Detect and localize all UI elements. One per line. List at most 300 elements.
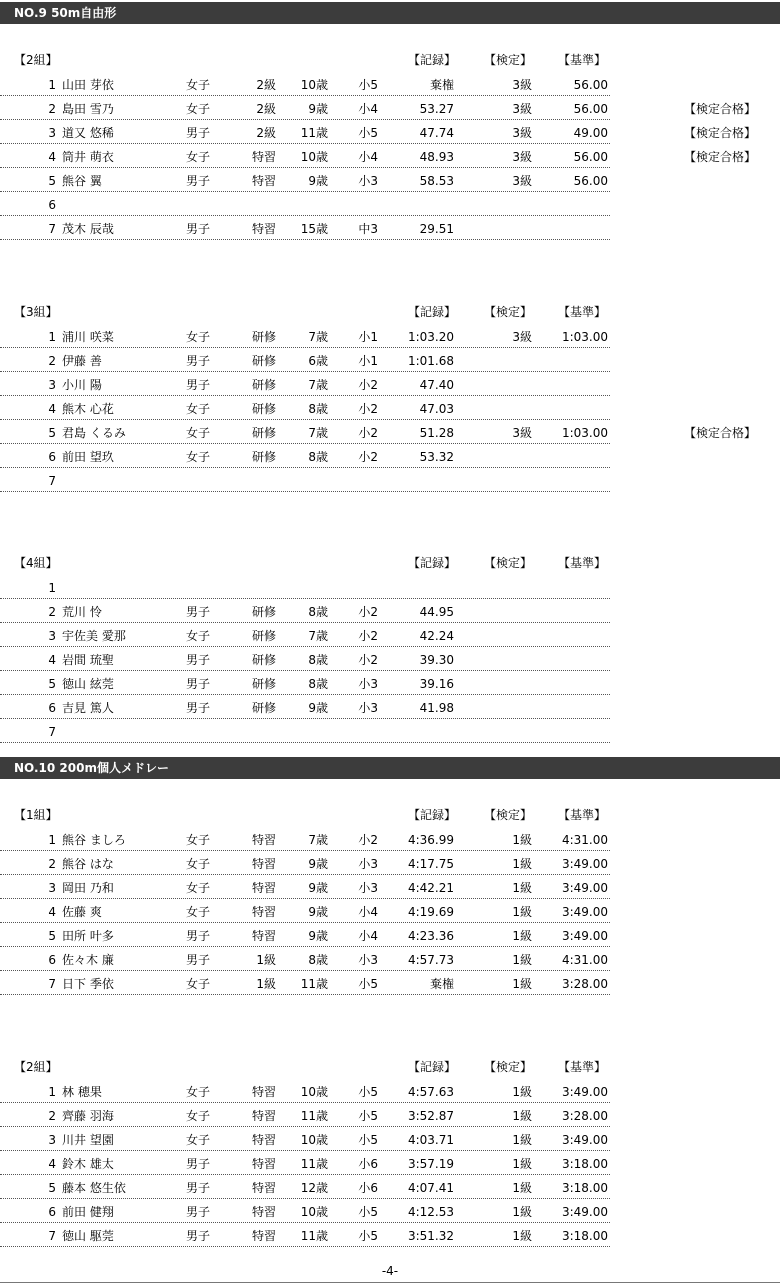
lane-number: 7: [48, 977, 56, 991]
record-time: 4:17.75: [407, 857, 454, 871]
swimmer-name: 茂木 辰哉: [62, 222, 114, 236]
swimmer-name: 小川 陽: [62, 378, 102, 392]
standard-time: 56.00: [573, 174, 608, 188]
standard-time: 56.00: [573, 150, 608, 164]
class-level: 特習: [251, 174, 276, 188]
gender: 女子: [186, 450, 211, 464]
age: 15歳: [300, 222, 328, 236]
kentei-level: 1級: [512, 1181, 532, 1195]
lane-number: 7: [48, 474, 56, 488]
school-grade: 小3: [358, 174, 378, 188]
class-level: 研修: [251, 653, 276, 667]
standard-time: 49.00: [573, 126, 608, 140]
swimmer-name: 徳山 絃莞: [62, 677, 114, 691]
age: 8歳: [308, 653, 328, 667]
standard-time: 3:18.00: [561, 1157, 608, 1171]
kentei-level: 1級: [512, 905, 532, 919]
age: 7歳: [308, 833, 328, 847]
record-time: 47.74: [419, 126, 454, 140]
kentei-level: 1級: [512, 1157, 532, 1171]
column-header-kentei: 【検定】: [484, 1060, 533, 1074]
class-level: 研修: [251, 450, 276, 464]
age: 9歳: [308, 857, 328, 871]
gender: 男子: [186, 1229, 211, 1243]
lane-number: 6: [48, 953, 56, 967]
lane-number: 7: [48, 222, 56, 236]
record-time: 4:03.71: [407, 1133, 454, 1147]
gender: 男子: [186, 605, 211, 619]
column-header-record: 【記録】: [408, 305, 457, 319]
lane-number: 3: [48, 629, 56, 643]
swimmer-name: 佐藤 爽: [62, 905, 102, 919]
class-level: 研修: [251, 605, 276, 619]
age: 7歳: [308, 426, 328, 440]
table-row: [0, 623, 780, 647]
swimmer-name: 熊谷 はな: [62, 857, 114, 871]
swimmer-name: 川井 望園: [62, 1133, 114, 1147]
gender: 女子: [186, 1085, 211, 1099]
swimmer-name: 前田 望玖: [62, 450, 114, 464]
age: 6歳: [308, 354, 328, 368]
school-grade: 小4: [358, 929, 378, 943]
gender: 女子: [186, 977, 211, 991]
gender: 男子: [186, 174, 211, 188]
table-row: [0, 444, 780, 468]
age: 7歳: [308, 378, 328, 392]
class-level: 研修: [251, 701, 276, 715]
gender: 男子: [186, 953, 211, 967]
pass-badge: 【検定合格】: [684, 150, 757, 164]
row-divider: [0, 239, 610, 240]
gender: 男子: [186, 378, 211, 392]
swimmer-name: 齊藤 羽海: [62, 1109, 114, 1123]
age: 9歳: [308, 701, 328, 715]
class-level: 特習: [251, 1109, 276, 1123]
class-level: 特習: [251, 1181, 276, 1195]
gender: 女子: [186, 402, 211, 416]
record-time: 4:12.53: [407, 1205, 454, 1219]
age: 8歳: [308, 450, 328, 464]
class-level: 特習: [251, 929, 276, 943]
table-row: [0, 192, 780, 216]
gender: 男子: [186, 929, 211, 943]
class-level: 2級: [256, 126, 276, 140]
class-level: 研修: [251, 354, 276, 368]
table-row: [0, 396, 780, 420]
class-level: 1級: [256, 977, 276, 991]
swimmer-name: 林 穂果: [62, 1085, 102, 1099]
record-time: 棄権: [429, 78, 454, 92]
class-level: 2級: [256, 102, 276, 116]
lane-number: 1: [48, 330, 56, 344]
column-header-standard: 【基準】: [558, 556, 607, 570]
record-time: 29.51: [419, 222, 454, 236]
kentei-level: 1級: [512, 1109, 532, 1123]
school-grade: 小5: [358, 1085, 378, 1099]
column-header-record: 【記録】: [408, 808, 457, 822]
table-row: [0, 1103, 780, 1127]
record-time: 4:42.21: [407, 881, 454, 895]
age: 10歳: [300, 1205, 328, 1219]
lane-number: 5: [48, 426, 56, 440]
kentei-level: 3級: [512, 426, 532, 440]
table-row: [0, 875, 780, 899]
standard-time: 1:03.00: [561, 330, 608, 344]
gender: 女子: [186, 78, 211, 92]
lane-number: 6: [48, 198, 56, 212]
age: 7歳: [308, 629, 328, 643]
lane-number: 5: [48, 929, 56, 943]
table-row: [0, 947, 780, 971]
lane-number: 4: [48, 1157, 56, 1171]
lane-number: 1: [48, 78, 56, 92]
record-time: 42.24: [419, 629, 454, 643]
kentei-level: 1級: [512, 1133, 532, 1147]
kentei-level: 1級: [512, 977, 532, 991]
standard-time: 3:49.00: [561, 881, 608, 895]
lane-number: 7: [48, 1229, 56, 1243]
lane-number: 2: [48, 857, 56, 871]
kentei-level: 1級: [512, 833, 532, 847]
record-time: 棄権: [429, 977, 454, 991]
class-level: 特習: [251, 905, 276, 919]
gender: 女子: [186, 881, 211, 895]
kentei-level: 3級: [512, 330, 532, 344]
kentei-level: 3級: [512, 126, 532, 140]
record-time: 1:01.68: [407, 354, 454, 368]
school-grade: 小1: [358, 330, 378, 344]
standard-time: 4:31.00: [561, 833, 608, 847]
swimmer-name: 伊藤 善: [62, 354, 102, 368]
lane-number: 3: [48, 1133, 56, 1147]
lane-number: 4: [48, 402, 56, 416]
age: 8歳: [308, 605, 328, 619]
record-time: 39.16: [419, 677, 454, 691]
lane-number: 2: [48, 605, 56, 619]
table-row: [0, 72, 780, 96]
gender: 女子: [186, 330, 211, 344]
table-row: [0, 1223, 780, 1247]
swimmer-name: 吉見 篤人: [62, 701, 114, 715]
table-row: [0, 216, 780, 240]
lane-number: 5: [48, 174, 56, 188]
table-row: [0, 372, 780, 396]
age: 10歳: [300, 150, 328, 164]
gender: 女子: [186, 426, 211, 440]
heat-label: 【3組】: [14, 305, 58, 319]
lane-number: 6: [48, 701, 56, 715]
lane-number: 1: [48, 581, 56, 595]
gender: 女子: [186, 905, 211, 919]
table-row: [0, 1151, 780, 1175]
swimmer-name: 浦川 咲菜: [62, 330, 114, 344]
age: 11歳: [300, 1109, 328, 1123]
school-grade: 小2: [358, 605, 378, 619]
age: 9歳: [308, 929, 328, 943]
gender: 男子: [186, 222, 211, 236]
class-level: 特習: [251, 150, 276, 164]
class-level: 研修: [251, 426, 276, 440]
standard-time: 3:49.00: [561, 929, 608, 943]
class-level: 特習: [251, 1229, 276, 1243]
pass-badge: 【検定合格】: [684, 102, 757, 116]
standard-time: 3:49.00: [561, 857, 608, 871]
school-grade: 小5: [358, 78, 378, 92]
gender: 男子: [186, 653, 211, 667]
table-row: [0, 851, 780, 875]
record-time: 4:07.41: [407, 1181, 454, 1195]
age: 9歳: [308, 102, 328, 116]
swimmer-name: 田所 叶多: [62, 929, 114, 943]
record-time: 48.93: [419, 150, 454, 164]
table-row: [0, 719, 780, 743]
gender: 男子: [186, 677, 211, 691]
school-grade: 小4: [358, 905, 378, 919]
heat-label: 【1組】: [14, 808, 58, 822]
age: 10歳: [300, 1085, 328, 1099]
school-grade: 小2: [358, 629, 378, 643]
column-header-record: 【記録】: [408, 556, 457, 570]
standard-time: 3:18.00: [561, 1181, 608, 1195]
table-row: [0, 575, 780, 599]
school-grade: 小5: [358, 977, 378, 991]
row-divider: [0, 1246, 610, 1247]
table-row: [0, 1079, 780, 1103]
lane-number: 6: [48, 450, 56, 464]
table-row: [0, 168, 780, 192]
record-time: 3:51.32: [407, 1229, 454, 1243]
column-header-kentei: 【検定】: [484, 808, 533, 822]
row-divider: [0, 491, 610, 492]
record-time: 4:19.69: [407, 905, 454, 919]
age: 8歳: [308, 402, 328, 416]
event-title-bar: NO.10 200m個人メドレー: [0, 757, 780, 779]
school-grade: 小5: [358, 126, 378, 140]
kentei-level: 1級: [512, 1229, 532, 1243]
column-header-standard: 【基準】: [558, 1060, 607, 1074]
school-grade: 小1: [358, 354, 378, 368]
column-header-kentei: 【検定】: [484, 53, 533, 67]
swimmer-name: 日下 季依: [62, 977, 114, 991]
school-grade: 小2: [358, 378, 378, 392]
swimmer-name: 岡田 乃和: [62, 881, 114, 895]
age: 11歳: [300, 126, 328, 140]
table-row: [0, 647, 780, 671]
school-grade: 小2: [358, 426, 378, 440]
kentei-level: 3級: [512, 150, 532, 164]
standard-time: 3:18.00: [561, 1229, 608, 1243]
age: 9歳: [308, 174, 328, 188]
table-row: [0, 923, 780, 947]
table-row: [0, 1199, 780, 1223]
standard-time: 3:49.00: [561, 1085, 608, 1099]
swimmer-name: 熊谷 ましろ: [62, 833, 126, 847]
event-title-bar: NO.9 50m自由形: [0, 2, 780, 24]
gender: 男子: [186, 1157, 211, 1171]
heat-label: 【2組】: [14, 53, 58, 67]
kentei-level: 1級: [512, 953, 532, 967]
record-time: 1:03.20: [407, 330, 454, 344]
kentei-level: 1級: [512, 1205, 532, 1219]
standard-time: 3:49.00: [561, 905, 608, 919]
school-grade: 小2: [358, 402, 378, 416]
school-grade: 小5: [358, 1109, 378, 1123]
record-time: 53.27: [419, 102, 454, 116]
table-row: [0, 671, 780, 695]
record-time: 3:52.87: [407, 1109, 454, 1123]
column-header-kentei: 【検定】: [484, 556, 533, 570]
class-level: 研修: [251, 402, 276, 416]
gender: 男子: [186, 701, 211, 715]
heat-label: 【2組】: [14, 1060, 58, 1074]
table-row: [0, 120, 780, 144]
record-time: 3:57.19: [407, 1157, 454, 1171]
school-grade: 小2: [358, 653, 378, 667]
age: 12歳: [300, 1181, 328, 1195]
table-row: [0, 348, 780, 372]
column-header-standard: 【基準】: [558, 808, 607, 822]
table-row: [0, 971, 780, 995]
age: 10歳: [300, 1133, 328, 1147]
swimmer-name: 岩間 琉聖: [62, 653, 114, 667]
age: 8歳: [308, 953, 328, 967]
table-row: [0, 324, 780, 348]
age: 11歳: [300, 1229, 328, 1243]
swimmer-name: 鈴木 雄太: [62, 1157, 114, 1171]
gender: 女子: [186, 1109, 211, 1123]
age: 8歳: [308, 677, 328, 691]
gender: 男子: [186, 1181, 211, 1195]
standard-time: 56.00: [573, 78, 608, 92]
record-time: 47.03: [419, 402, 454, 416]
record-time: 51.28: [419, 426, 454, 440]
table-row: [0, 899, 780, 923]
class-level: 特習: [251, 1157, 276, 1171]
lane-number: 3: [48, 126, 56, 140]
class-level: 特習: [251, 1205, 276, 1219]
gender: 男子: [186, 354, 211, 368]
gender: 女子: [186, 1133, 211, 1147]
class-level: 研修: [251, 677, 276, 691]
standard-time: 3:49.00: [561, 1205, 608, 1219]
table-row: [0, 695, 780, 719]
school-grade: 小6: [358, 1181, 378, 1195]
school-grade: 小3: [358, 701, 378, 715]
gender: 男子: [186, 126, 211, 140]
kentei-level: 1級: [512, 881, 532, 895]
school-grade: 小2: [358, 833, 378, 847]
record-time: 58.53: [419, 174, 454, 188]
gender: 女子: [186, 833, 211, 847]
lane-number: 4: [48, 150, 56, 164]
table-row: [0, 420, 780, 444]
column-header-record: 【記録】: [408, 1060, 457, 1074]
kentei-level: 3級: [512, 78, 532, 92]
table-row: [0, 96, 780, 120]
class-level: 研修: [251, 629, 276, 643]
swimmer-name: 佐々木 廉: [62, 953, 114, 967]
record-time: 4:23.36: [407, 929, 454, 943]
lane-number: 4: [48, 905, 56, 919]
record-time: 47.40: [419, 378, 454, 392]
gender: 女子: [186, 102, 211, 116]
lane-number: 1: [48, 833, 56, 847]
row-divider: [0, 994, 610, 995]
age: 9歳: [308, 881, 328, 895]
lane-number: 6: [48, 1205, 56, 1219]
row-divider: [0, 742, 610, 743]
gender: 女子: [186, 629, 211, 643]
kentei-level: 3級: [512, 174, 532, 188]
column-header-record: 【記録】: [408, 53, 457, 67]
column-header-standard: 【基準】: [558, 305, 607, 319]
lane-number: 2: [48, 354, 56, 368]
age: 9歳: [308, 905, 328, 919]
lane-number: 5: [48, 677, 56, 691]
school-grade: 小5: [358, 1205, 378, 1219]
table-row: [0, 1127, 780, 1151]
gender: 女子: [186, 150, 211, 164]
class-level: 特習: [251, 857, 276, 871]
standard-time: 3:28.00: [561, 977, 608, 991]
record-time: 41.98: [419, 701, 454, 715]
record-time: 4:36.99: [407, 833, 454, 847]
table-row: [0, 144, 780, 168]
lane-number: 2: [48, 1109, 56, 1123]
class-level: 特習: [251, 1133, 276, 1147]
swimmer-name: 徳山 駆莞: [62, 1229, 114, 1243]
class-level: 2級: [256, 78, 276, 92]
class-level: 特習: [251, 833, 276, 847]
class-level: 研修: [251, 330, 276, 344]
lane-number: 4: [48, 653, 56, 667]
school-grade: 小5: [358, 1133, 378, 1147]
lane-number: 2: [48, 102, 56, 116]
swimmer-name: 宇佐美 愛那: [62, 629, 126, 643]
table-row: [0, 1175, 780, 1199]
school-grade: 小3: [358, 953, 378, 967]
standard-time: 4:31.00: [561, 953, 608, 967]
kentei-level: 1級: [512, 1085, 532, 1099]
swimmer-name: 筒井 萌衣: [62, 150, 114, 164]
heat-label: 【4組】: [14, 556, 58, 570]
school-grade: 小3: [358, 857, 378, 871]
school-grade: 小6: [358, 1157, 378, 1171]
class-level: 特習: [251, 222, 276, 236]
school-grade: 中3: [358, 222, 378, 236]
gender: 女子: [186, 857, 211, 871]
school-grade: 小2: [358, 450, 378, 464]
age: 11歳: [300, 1157, 328, 1171]
swimmer-name: 君島 くるみ: [62, 426, 126, 440]
swimmer-name: 荒川 怜: [62, 605, 102, 619]
school-grade: 小3: [358, 881, 378, 895]
standard-time: 56.00: [573, 102, 608, 116]
lane-number: 7: [48, 725, 56, 739]
gender: 男子: [186, 1205, 211, 1219]
standard-time: 3:49.00: [561, 1133, 608, 1147]
pass-badge: 【検定合格】: [684, 426, 757, 440]
age: 7歳: [308, 330, 328, 344]
swimmer-name: 道又 悠稀: [62, 126, 114, 140]
swimmer-name: 藤本 悠生依: [62, 1181, 126, 1195]
swimmer-name: 島田 雪乃: [62, 102, 114, 116]
footer-rule: [0, 1282, 780, 1283]
school-grade: 小4: [358, 150, 378, 164]
lane-number: 5: [48, 1181, 56, 1195]
column-header-standard: 【基準】: [558, 53, 607, 67]
lane-number: 1: [48, 1085, 56, 1099]
